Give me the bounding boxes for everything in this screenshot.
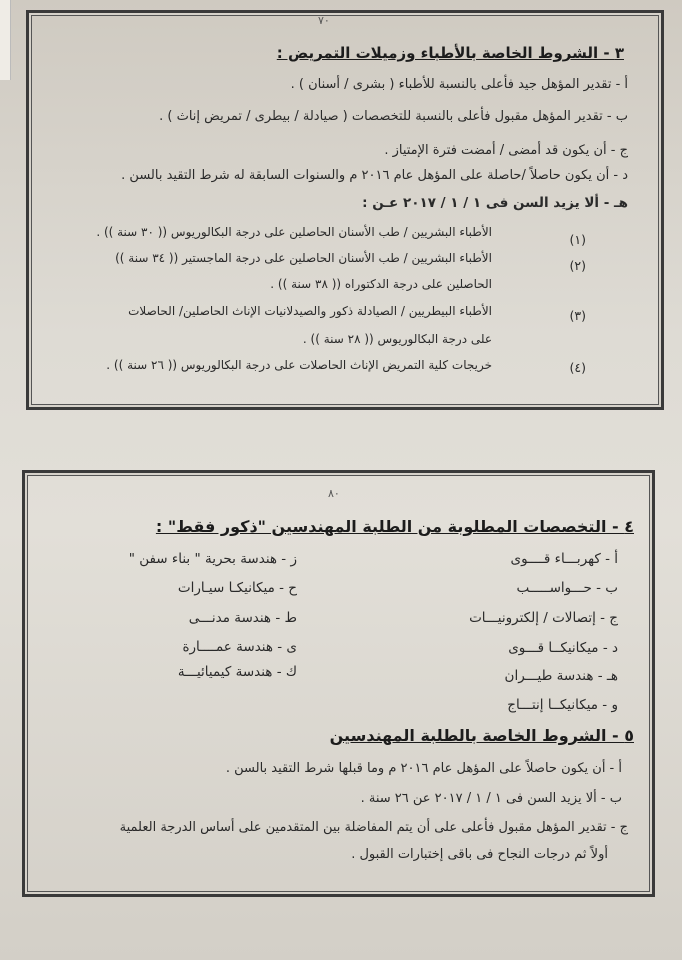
- specialty-e: هـ - هندسة طيـــران: [504, 668, 618, 684]
- engineer-condition-c: ج - تقدير المؤهل مقبول فأعلى على أن يتم المفاضلة بين المتقدمين على أساس الدرجة العلمية: [119, 820, 628, 835]
- age-limit-heading: هـ - ألا يزيد السن فى ١ / ١ / ٢٠١٧ عـن :: [362, 195, 628, 211]
- specialty-g: ز - هندسة بحرية " بناء سفن ": [128, 551, 297, 567]
- engineer-condition-a: أ - أن يكون حاصلاً على المؤهل عام ٢٠١٦ م وما قبلها شرط التقيد بالسن .: [225, 761, 622, 776]
- condition-a: أ - تقدير المؤهل جيد فأعلى بالنسبة للأطباء ( بشرى / أسنان ) .: [290, 77, 628, 92]
- age-item-4-number: (٤): [569, 360, 586, 375]
- condition-d: د - أن يكون حاصلاً /حاصلة على المؤهل عام ٢٠١٦ م والسنوات السابقة له شرط التقيد بالسن .: [121, 168, 628, 183]
- age-item-3-text-cont: على درجة البكالوريوس (( ٢٨ سنة )) .: [302, 332, 492, 346]
- condition-b: ب - تقدير المؤهل مقبول فأعلى بالنسبة للتخصصات ( صيادلة / بيطرى / تمريض إناث ) .: [159, 109, 628, 124]
- age-item-1-text: الأطباء البشريين / طب الأسنان الحاصلين على درجة البكالوريوس (( ٣٠ سنة )) .: [96, 225, 492, 239]
- engineer-condition-b: ب - ألا يزيد السن فى ١ / ١ / ٢٠١٧ عن ٢٦ سنة .: [360, 791, 622, 806]
- age-item-2-text-cont: الحاصلين على درجة الدكتوراه (( ٣٨ سنة )) .: [270, 277, 492, 291]
- specialty-j: ى - هندسة عمــــارة: [182, 639, 297, 655]
- condition-c: ج - أن يكون قد أمضى / أمضت فترة الإمتياز .: [384, 143, 628, 158]
- engineers-conditions-heading: ٥ - الشروط الخاصة بالطلبة المهندسين: [329, 726, 634, 745]
- age-item-2-number: (٢): [569, 258, 586, 273]
- specialty-c: ج - إتصالات / إلكترونيـــات: [469, 610, 618, 626]
- bottom-section-heading: ٤ - التخصصات المطلوبة من الطلبة المهندسين "ذكور فقط" :: [155, 517, 634, 536]
- specialty-b: ب - حـــواســـــب: [516, 580, 618, 596]
- age-item-4-text: خريجات كلية التمريض الإناث الحاصلات على درجة البكالوريوس (( ٢٦ سنة )) .: [106, 358, 492, 372]
- specialty-i: ط - هندسة مدنـــى: [188, 610, 297, 626]
- age-item-1-number: (١): [569, 232, 586, 247]
- age-item-3-number: (٣): [569, 308, 586, 323]
- adjacent-page-edge: [0, 0, 11, 80]
- age-item-3-text: الأطباء البيطريين / الصيادلة ذكور والصيدلانيات الإناث الحاصلين/ الحاصلات: [128, 304, 492, 318]
- bottom-page-number: ٨٠: [328, 487, 340, 500]
- engineer-condition-c-cont: أولاً ثم درجات النجاح فى باقى إختبارات القبول .: [351, 847, 608, 862]
- top-section-heading: ٣ - الشروط الخاصة بالأطباء وزميلات التمريض :: [276, 44, 624, 62]
- specialty-h: ح - ميكانيكـا سيـارات: [177, 580, 297, 596]
- specialty-d: د - ميكانيكــا قـــوى: [508, 640, 618, 656]
- age-item-2-text: الأطباء البشريين / طب الأسنان الحاصلين على درجة الماجستير (( ٣٤ سنة )): [115, 251, 492, 265]
- top-page-number: ٧٠: [318, 14, 330, 27]
- specialty-a: أ - كهربـــاء قــــوى: [510, 551, 618, 567]
- specialty-f: و - ميكانيكــا إنتـــاج: [507, 697, 618, 713]
- specialty-k: ك - هندسة كيميائيـــة: [177, 664, 297, 680]
